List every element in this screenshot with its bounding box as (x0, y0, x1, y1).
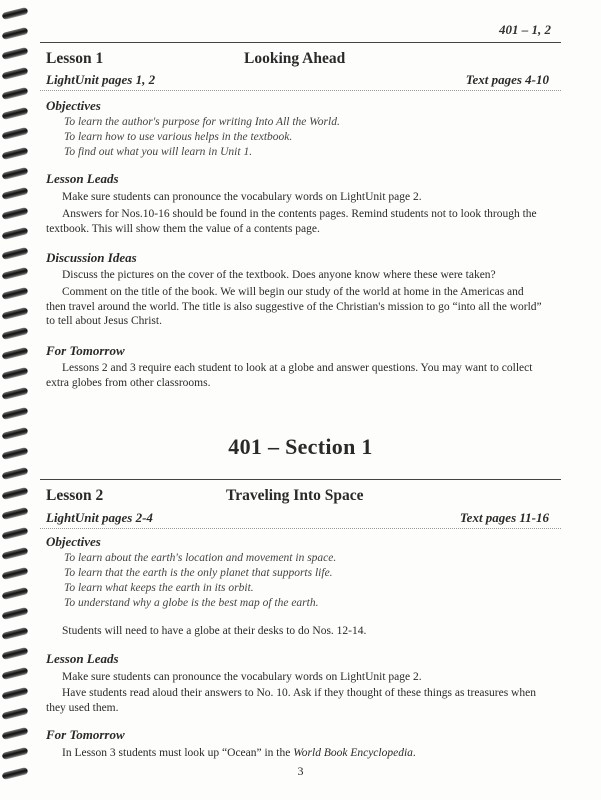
spiral-coil (2, 87, 29, 100)
spiral-coil (2, 467, 29, 480)
spiral-coil (2, 747, 29, 760)
lesson2-tomorrow-heading: For Tomorrow (46, 727, 125, 742)
lesson2-leads-heading: Lesson Leads (46, 651, 119, 666)
lesson1-objectives-heading: Objectives (46, 98, 101, 113)
spiral-coil (2, 307, 29, 320)
objective: To learn how to use various helps in the textbook. (64, 131, 293, 143)
book-title: World Book Encyclopedia (293, 747, 413, 759)
divider (40, 528, 561, 529)
spiral-coil (2, 127, 29, 140)
spiral-coil (2, 187, 29, 200)
lesson-rule (40, 479, 561, 480)
spiral-coil (2, 547, 29, 560)
lesson1-title: Looking Ahead (244, 50, 346, 67)
lesson2-note: Students will need to have a globe at their desks to do Nos. 12-14. (62, 625, 367, 637)
lesson2-tomorrow (46, 746, 546, 761)
lesson1-tomorrow-heading: For Tomorrow (46, 343, 125, 358)
spiral-coil (2, 587, 29, 600)
spiral-coil (2, 507, 29, 520)
spiral-coil (2, 67, 29, 80)
objective: To understand why a globe is the best map of the earth. (64, 597, 319, 609)
objective: To learn the author's purpose for writing Into All the World. (64, 116, 340, 128)
lesson1-number: Lesson 1 (46, 50, 104, 67)
spiral-coil (2, 167, 29, 180)
spiral-coil (2, 47, 29, 60)
lesson1-leads-heading: Lesson Leads (46, 171, 119, 186)
spiral-coil (2, 667, 29, 680)
lesson2-text-pages: Text pages 11-16 (459, 510, 549, 525)
tomorrow-text-end: . (412, 747, 416, 759)
spiral-coil (2, 7, 29, 20)
spiral-coil (2, 107, 29, 120)
spiral-coil (2, 647, 29, 660)
spiral-coil (2, 247, 29, 260)
objective: To learn about the earth's location and movement in space. (64, 552, 337, 564)
lesson2-lead: Make sure students can pronounce the vocabulary words on LightUnit page 2. (62, 671, 422, 683)
lesson1-lightunit-pages: LightUnit pages 1, 2 (46, 72, 156, 87)
lesson-rule (40, 42, 561, 43)
spiral-coil (2, 487, 29, 500)
spiral-coil (2, 327, 29, 340)
spiral-coil (2, 407, 29, 420)
lesson2-title: Traveling Into Space (226, 487, 364, 504)
section-title: 401 – Section 1 (228, 434, 373, 459)
spiral-coil (2, 687, 29, 700)
lesson2-lead: Have students read aloud their answers to No. 10. Ask if they thought of these things as treasures when they used them. (46, 687, 536, 714)
spiral-coil (2, 607, 29, 620)
objective: To find out what you will learn in Unit 1. (64, 146, 253, 158)
spiral-coil (2, 347, 29, 360)
spiral-binding (0, 0, 34, 800)
spiral-coil (2, 147, 29, 160)
lesson1-discussion-heading: Discussion Ideas (46, 250, 137, 265)
spiral-coil (2, 227, 29, 240)
lesson2-lightunit-pages: LightUnit pages 2-4 (46, 510, 153, 525)
spiral-coil (2, 767, 29, 780)
lesson1-lead: Make sure students can pronounce the vocabulary words on LightUnit page 2. (62, 191, 422, 203)
spiral-coil (2, 727, 29, 740)
document-page (40, 0, 561, 800)
spiral-coil (2, 27, 29, 40)
objective: To learn what keeps the earth in its orbit. (64, 582, 254, 594)
spiral-coil (2, 447, 29, 460)
spiral-coil (2, 287, 29, 300)
spiral-coil (2, 267, 29, 280)
spiral-coil (2, 567, 29, 580)
tomorrow-text: In Lesson 3 students must look up “Ocean” in the (62, 747, 294, 759)
lesson1-text-pages: Text pages 4-10 (465, 72, 549, 87)
spiral-coil (2, 527, 29, 540)
spiral-coil (2, 627, 29, 640)
lesson1-lead: Answers for Nos.10-16 should be found in the contents pages. Remind students not to look through the textbook. This will show them the value of a contents page. (46, 208, 537, 235)
lesson2-number: Lesson 2 (46, 487, 104, 504)
objective: To learn that the earth is the only planet that supports life. (64, 567, 333, 579)
page-number: 3 (297, 764, 304, 778)
running-header: 401 – 1, 2 (499, 22, 551, 37)
spiral-coil (2, 707, 29, 720)
spiral-coil (2, 367, 29, 380)
divider (40, 90, 561, 91)
spiral-coil (2, 387, 29, 400)
spiral-coil (2, 427, 29, 440)
lesson2-objectives-heading: Objectives (46, 534, 101, 549)
lesson1-discussion: Discuss the pictures on the cover of the textbook. Does anyone know where these were taken? (62, 269, 496, 281)
lesson1-tomorrow: Lessons 2 and 3 require each student to look at a globe and answer questions. You may want to collect extra globes from other classrooms. (46, 362, 533, 389)
lesson1-discussion: Comment on the title of the book. We will begin our study of the world at home in the Americas and then travel around the world. The title is also suggestive of the Christian's mission to go “into all the world” to tell about Jesus Christ. (46, 286, 542, 327)
spiral-coil (2, 207, 29, 220)
